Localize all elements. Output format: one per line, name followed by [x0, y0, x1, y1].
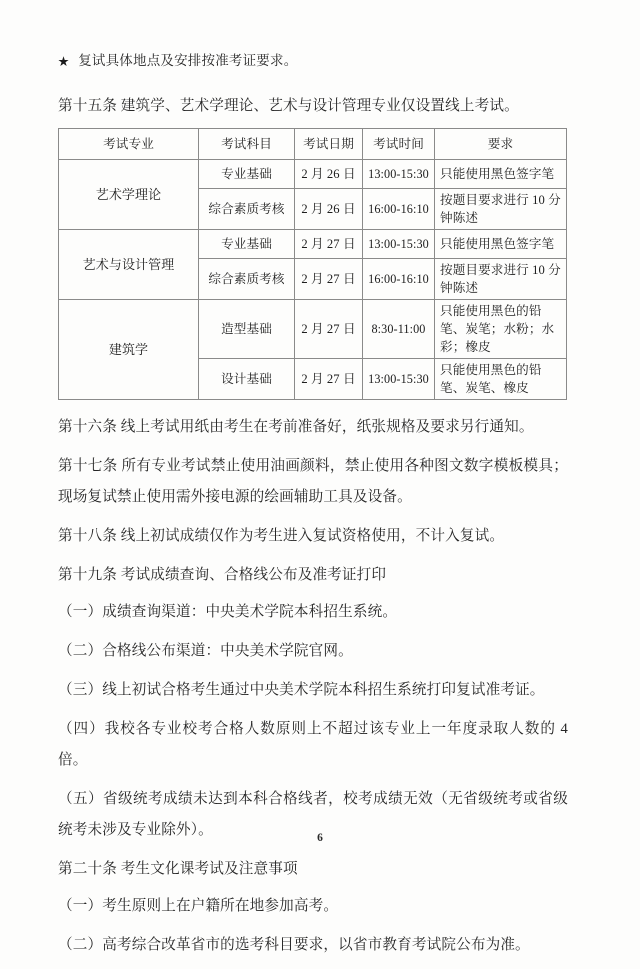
cell-date: 2 月 27 日 — [295, 259, 363, 300]
cell-date: 2 月 27 日 — [295, 300, 363, 359]
cell-subject: 综合素质考核 — [199, 259, 295, 300]
cell-time: 16:00-16:10 — [363, 259, 435, 300]
cell-subject: 设计基础 — [199, 359, 295, 400]
col-header-date: 考试日期 — [295, 129, 363, 160]
cell-time: 8:30-11:00 — [363, 300, 435, 359]
note-bullet-text: 复试具体地点及安排按准考证要求。 — [78, 53, 298, 68]
table-row — [59, 300, 567, 359]
note-bullet-line — [58, 50, 568, 73]
exam-schedule-table — [58, 128, 567, 400]
table-header-row — [59, 129, 567, 160]
article-19-item-5: （五）省级统考成绩未达到本科合格线者，校考成绩无效（无省级统考或省级统考未涉及专业除外）。 — [58, 791, 568, 838]
cell-subject: 专业基础 — [199, 160, 295, 189]
article-20-item-2: （二）高考综合改革省市的选考科目要求，以省市教育考试院公布为准。 — [58, 937, 530, 953]
cell-major: 艺术学理论 — [59, 160, 199, 230]
star-icon: ★ — [58, 56, 70, 68]
cell-subject: 造型基础 — [199, 300, 295, 359]
article-19-item-1: （一）成绩查询渠道：中央美术学院本科招生系统。 — [58, 604, 398, 620]
cell-requirement: 按题目要求进行 10 分钟陈述 — [435, 259, 567, 300]
col-header-time: 考试时间 — [363, 129, 435, 160]
exam-table-wrapper — [58, 128, 568, 400]
article-20-item-1: （一）考生原则上在户籍所在地参加高考。 — [58, 898, 339, 914]
cell-time: 13:00-15:30 — [363, 230, 435, 259]
cell-major: 艺术与设计管理 — [59, 230, 199, 300]
cell-date: 2 月 26 日 — [295, 189, 363, 230]
cell-time: 16:00-16:10 — [363, 189, 435, 230]
cell-date: 2 月 27 日 — [295, 359, 363, 400]
cell-requirement: 按题目要求进行 10 分钟陈述 — [435, 189, 567, 230]
page-number: 6 — [317, 832, 323, 844]
cell-date: 2 月 27 日 — [295, 230, 363, 259]
article-20-heading: 第二十条 考生文化课考试及注意事项 — [58, 861, 298, 877]
col-header-requirement: 要求 — [435, 129, 567, 160]
article-16-text: 第十六条 线上考试用纸由考生在考前准备好，纸张规格及要求另行通知。 — [58, 419, 534, 435]
cell-time: 13:00-15:30 — [363, 160, 435, 189]
article-19-item-4: （四）我校各专业校考合格人数原则上不超过该专业上一年度录取人数的 4 倍。 — [58, 721, 568, 768]
article-19-item-3: （三）线上初试合格考生通过中央美术学院本科招生系统打印复试准考证。 — [58, 682, 545, 698]
cell-requirement: 只能使用黑色的铅笔、炭笔、橡皮 — [435, 359, 567, 400]
article-19-heading: 第十九条 考试成绩查询、合格线公布及准考证打印 — [58, 567, 387, 583]
cell-subject: 综合素质考核 — [199, 189, 295, 230]
cell-requirement: 只能使用黑色签字笔 — [435, 160, 567, 189]
article-19-item-2: （二）合格线公布渠道：中央美术学院官网。 — [58, 643, 353, 659]
col-header-subject: 考试科目 — [199, 129, 295, 160]
cell-time: 13:00-15:30 — [363, 359, 435, 400]
table-row — [59, 230, 567, 259]
cell-requirement: 只能使用黑色签字笔 — [435, 230, 567, 259]
article-15-heading: 第十五条 建筑学、艺术学理论、艺术与设计管理专业仅设置线上考试。 — [58, 98, 519, 114]
cell-major: 建筑学 — [59, 300, 199, 400]
col-header-major: 考试专业 — [59, 129, 199, 160]
article-18-text: 第十八条 线上初试成绩仅作为考生进入复试资格使用，不计入复试。 — [58, 528, 505, 544]
table-row — [59, 160, 567, 189]
article-17-text: 第十七条 所有专业考试禁止使用油画颜料，禁止使用各种图文数字模板模具；现场复试禁止使用需外接电源的绘画辅助工具及设备。 — [58, 458, 568, 505]
cell-subject: 专业基础 — [199, 230, 295, 259]
cell-requirement: 只能使用黑色的铅笔、炭笔；水粉；水彩；橡皮 — [435, 300, 567, 359]
cell-date: 2 月 26 日 — [295, 160, 363, 189]
